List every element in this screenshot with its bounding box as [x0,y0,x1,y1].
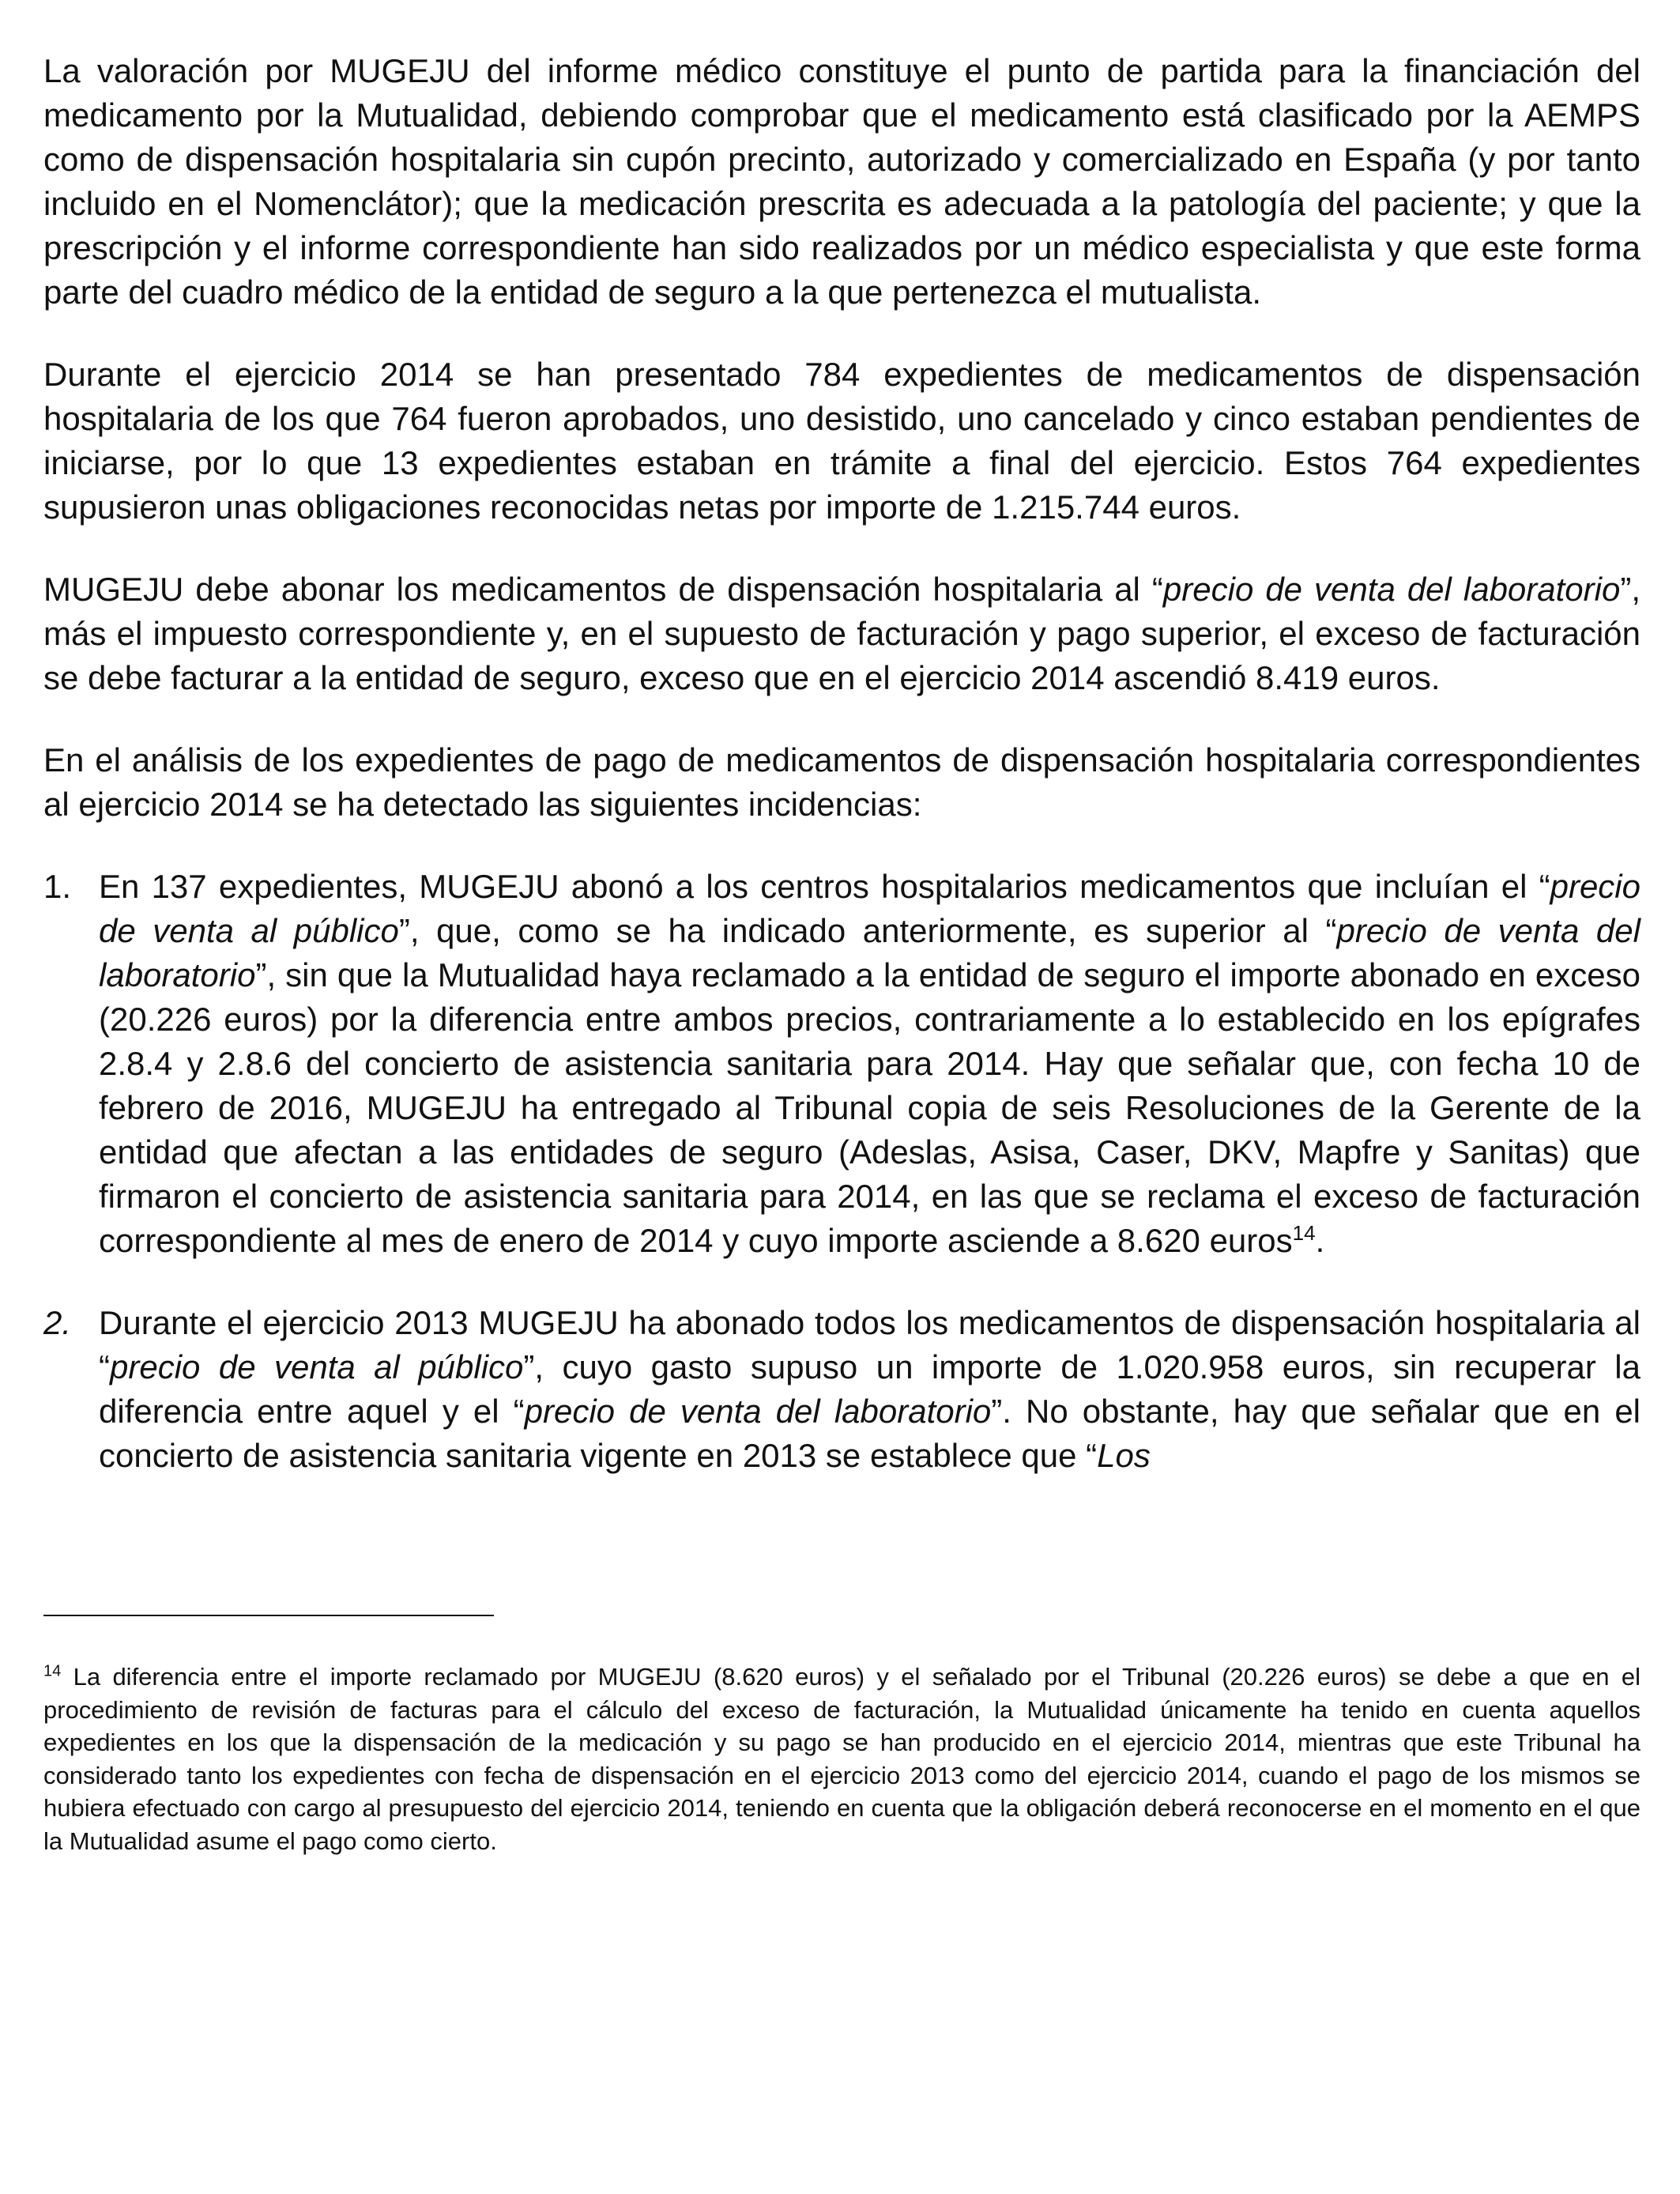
paragraph-abono-medicamentos [43,567,1640,700]
footnote-14 [43,1661,1640,1857]
paragraph-analisis-expedientes: En el análisis de los expedientes de pago de medicamentos de dispensación hospitalaria correspondientes al ejercicio 2014 se ha detectado las siguientes incidencias: [43,741,1640,823]
list-marker-1: 1. [43,868,72,905]
item1-text-1: En 137 expedientes, MUGEJU abonó a los centros hospitalarios medicamentos que incluían el “ [99,868,1550,905]
list-item-2 [43,1301,1640,1478]
item2-text-3: ”. No obstante, hay que señalar que en el concierto de asistencia sanitaria vigente en 2013 se establece que “ [99,1393,1641,1474]
item2-text-2: ”, cuyo gasto supuso un importe de 1.020.958 euros, sin recuperar la diferencia entre aquel y el “ [99,1348,1640,1430]
item1-italic-2: precio de venta del laboratorio [99,912,1640,993]
item2-italic-1: precio de venta al público [110,1348,524,1385]
item1-text-4: . [1315,1222,1325,1259]
footnote-reference-14[interactable]: 14 [1292,1221,1316,1245]
footnote-separator [43,1615,494,1616]
item2-text-1: Durante el ejercicio 2013 MUGEJU ha abonado todos los medicamentos de dispensación hospitalaria al “ [99,1304,1640,1385]
footnote-text: La diferencia entre el importe reclamado por MUGEJU (8.620 euros) y el señalado por el Tribunal (20.226 euros) se debe a que en el procedimiento de revisión de facturas para el cálculo del exceso de facturación, la Mutualidad únicamente ha tenido en cuenta aquellos expedientes en los que la dispensación de la medicación y su pago se han producido en el ejercicio 2014, mientras que este Tribunal ha considerado tanto los expedientes con fecha de dispensación en el ejercicio 2013 como del ejercicio 2014, cuando el pago de los mismos se hubiera efectuado con cargo al presupuesto del ejercicio 2014, teniendo en cuenta que la obligación deberá reconocerse en el momento en el que la Mutualidad asume el pago como cierto. [43,1663,1640,1855]
item1-text-2: ”, que, como se ha indicado anteriormente, es superior al “ [398,912,1337,949]
item1-italic-1: precio de venta al público [99,868,1640,949]
para3-text-2: ”, más el impuesto correspondiente y, en el supuesto de facturación y pago superior, el exceso de facturación se debe facturar a la entidad de seguro, exceso que en el ejercicio 2014 ascendió 8.419 euros. [43,571,1640,696]
list-item-1 [43,865,1640,1263]
document-body [43,49,1640,1478]
item1-text-3: ”, sin que la Mutualidad haya reclamado a la entidad de seguro el importe abonado en exceso (20.226 euros) por la diferencia entre ambos precios, contrariamente a lo establecido en los epígrafes 2.8.4 y 2.8.6 del concierto de asistencia sanitaria para 2014. Hay que señalar que, con fecha 10 de febrero de 2016, MUGEJU ha entregado al Tribunal copia de seis Resoluciones de la Gerente de la entidad que afectan a las entidades de seguro (Adeslas, Asisa, Caser, DKV, Mapfre y Sanitas) que firmaron el concierto de asistencia sanitaria para 2014, en las que se reclama el exceso de facturación correspondiente al mes de enero de 2014 y cuyo importe asciende a 8.620 euros [99,956,1640,1259]
paragraph-informe-medico: La valoración por MUGEJU del informe médico constituye el punto de partida para la financiación del medicamento por la Mutualidad, debiendo comprobar que el medicamento está clasificado por la AEMPS como de dispensación hospitalaria sin cupón precinto, autorizado y comercializado en España (y por tanto incluido en el Nomenclátor); que la medicación prescrita es adecuada a la patología del paciente; y que la prescripción y el informe correspondiente han sido realizados por un médico especialista y que este forma parte del cuadro médico de la entidad de seguro a la que pertenezca el mutualista. [43,52,1640,311]
incidencias-list [43,865,1640,1478]
paragraph-expedientes-2014: Durante el ejercicio 2014 se han presentado 784 expedientes de medicamentos de dispensación hospitalaria de los que 764 fueron aprobados, uno desistido, uno cancelado y cinco estaban pendientes de iniciarse, por lo que 13 expedientes estaban en trámite a final del ejercicio. Estos 764 expedientes supusieron unas obligaciones reconocidas netas por importe de 1.215.744 euros. [43,356,1640,526]
list-marker-2: 2. [43,1304,72,1341]
para3-text-1: MUGEJU debe abonar los medicamentos de dispensación hospitalaria al “ [43,571,1163,608]
footnote-number: 14 [43,1662,62,1680]
para3-italic-1: precio de venta del laboratorio [1162,571,1621,608]
item2-italic-2: precio de venta del laboratorio [524,1393,992,1430]
item2-italic-3: Los [1097,1437,1151,1474]
